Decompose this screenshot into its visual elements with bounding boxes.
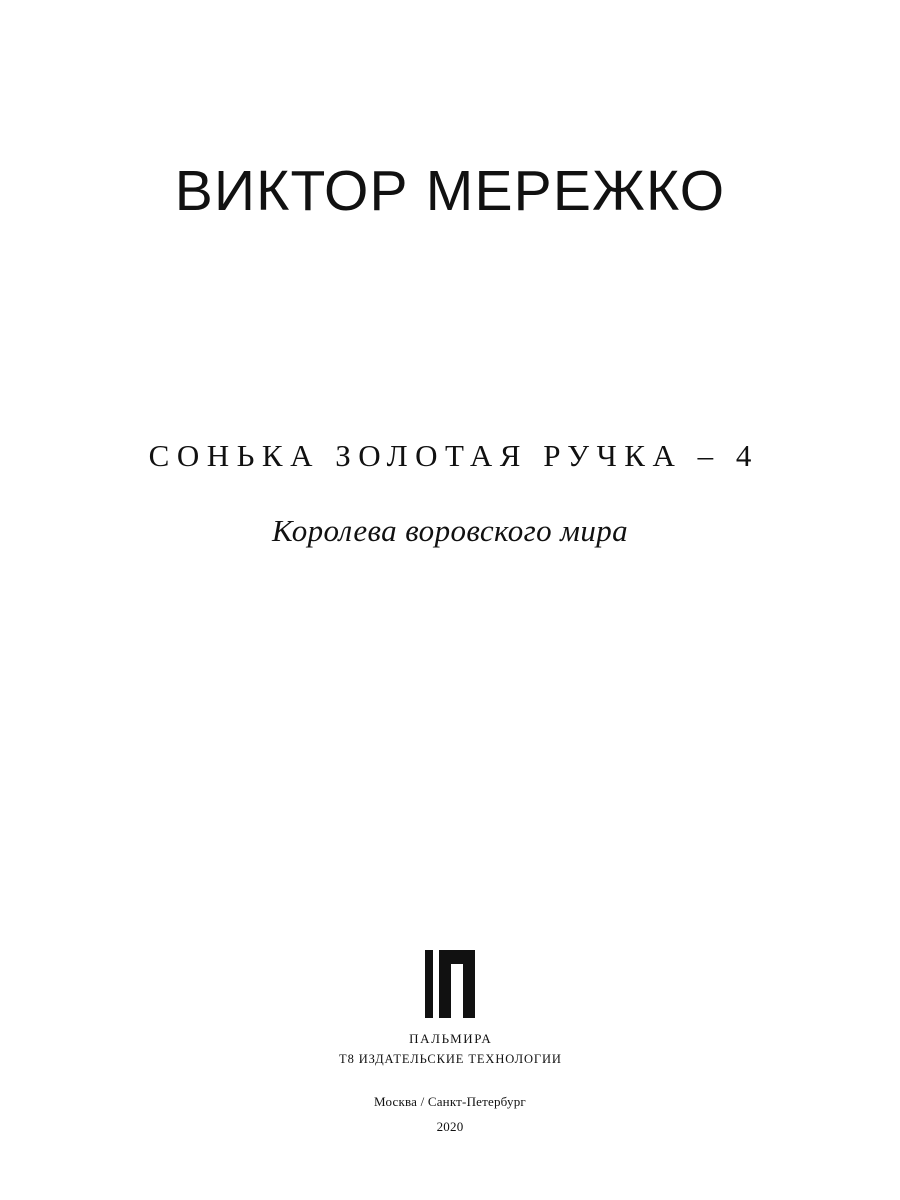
palmira-arch-logo-icon — [419, 950, 481, 1018]
publisher-name: ПАЛЬМИРА — [409, 1031, 493, 1046]
publisher-block — [0, 950, 900, 1135]
publisher-cities: Москва / Санкт-Петербург — [374, 1093, 526, 1109]
publisher-tagline: Т8 ИЗДАТЕЛЬСКИЕ ТЕХНОЛОГИИ — [339, 1051, 562, 1066]
publication-year: 2020 — [436, 1118, 464, 1134]
series-title: СОНЬКА ЗОЛОТАЯ РУЧКА – 4 — [148, 438, 759, 473]
book-subtitle: Королева воровского мира — [271, 513, 629, 548]
author-name: ВИКТОР МЕРЕЖКО — [174, 159, 726, 223]
